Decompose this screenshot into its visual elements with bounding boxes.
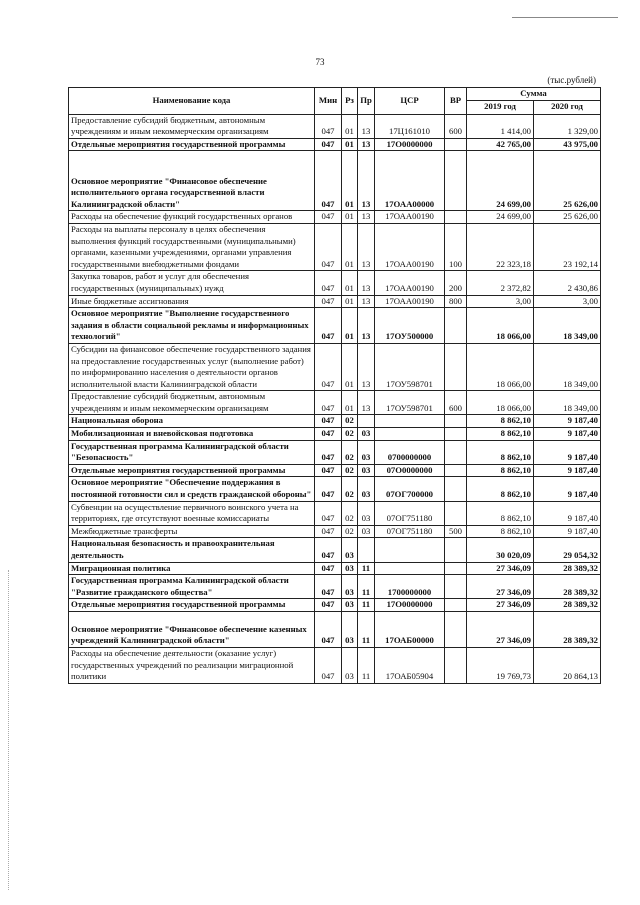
budget-table (68, 87, 601, 684)
cell-csr: 17Ц161010 (375, 114, 445, 138)
table-row (69, 138, 601, 151)
cell-v2019: 1 414,00 (467, 114, 534, 138)
cell-csr: 07ОГ700000 (375, 477, 445, 501)
cell-name: Основное мероприятие "Обеспечение поддержания в постоянной готовности сил и средств гражданской обороны" (69, 477, 315, 501)
cell-pr: 13 (358, 138, 375, 151)
table-row (69, 538, 601, 562)
cell-v2020: 23 192,14 (534, 223, 601, 270)
cell-v2019: 8 862,10 (467, 525, 534, 538)
cell-vr (445, 151, 467, 211)
cell-vr (445, 501, 467, 525)
cell-v2020: 2 430,86 (534, 271, 601, 295)
scan-margin-marks (8, 570, 15, 890)
cell-rz: 01 (342, 211, 358, 224)
table-row (69, 295, 601, 308)
cell-name: Государственная программа Калининградской области "Развитие гражданского общества" (69, 575, 315, 599)
cell-v2020: 28 389,32 (534, 562, 601, 575)
col-header-sum: Сумма (467, 88, 601, 101)
cell-v2019: 27 346,09 (467, 575, 534, 599)
cell-pr: 13 (358, 295, 375, 308)
cell-pr: 11 (358, 611, 375, 647)
cell-rz: 02 (342, 477, 358, 501)
cell-v2020: 9 187,40 (534, 464, 601, 477)
cell-v2019: 22 323,18 (467, 223, 534, 270)
cell-min: 047 (315, 343, 342, 390)
cell-pr: 03 (358, 525, 375, 538)
cell-min: 047 (315, 575, 342, 599)
cell-min: 047 (315, 271, 342, 295)
cell-vr (445, 308, 467, 344)
cell-v2019: 24 699,00 (467, 211, 534, 224)
cell-v2019: 18 066,00 (467, 308, 534, 344)
cell-pr: 13 (358, 114, 375, 138)
cell-pr: 11 (358, 575, 375, 599)
cell-v2019: 27 346,09 (467, 562, 534, 575)
cell-rz: 01 (342, 151, 358, 211)
col-header-min: Мин (315, 88, 342, 115)
cell-csr: 17ОУ500000 (375, 308, 445, 344)
cell-v2019: 2 372,82 (467, 271, 534, 295)
table-row (69, 415, 601, 428)
cell-v2020: 9 187,40 (534, 428, 601, 441)
cell-vr (445, 611, 467, 647)
cell-v2019: 30 020,09 (467, 538, 534, 562)
cell-name: Мобилизационная и вневойсковая подготовка (69, 428, 315, 441)
table-row (69, 271, 601, 295)
cell-csr: 07ОГ751180 (375, 501, 445, 525)
cell-vr (445, 211, 467, 224)
cell-csr: 17О0000000 (375, 599, 445, 612)
cell-name: Предоставление субсидий бюджетным, автономным учреждениям и иным некоммерческим организациям (69, 391, 315, 415)
table-row (69, 575, 601, 599)
col-header-csr: ЦСР (375, 88, 445, 115)
cell-rz: 02 (342, 464, 358, 477)
cell-name: Основное мероприятие "Выполнение государственного задания в области социальной рекламы и информационных технологий" (69, 308, 315, 344)
cell-v2020: 9 187,40 (534, 501, 601, 525)
cell-vr (445, 440, 467, 464)
cell-pr: 03 (358, 464, 375, 477)
cell-pr (358, 538, 375, 562)
cell-min: 047 (315, 211, 342, 224)
cell-min: 047 (315, 415, 342, 428)
cell-min: 047 (315, 138, 342, 151)
cell-name: Закупка товаров, работ и услуг для обеспечения государственных (муниципальных) нужд (69, 271, 315, 295)
cell-v2019: 8 862,10 (467, 428, 534, 441)
cell-vr (445, 477, 467, 501)
cell-pr: 03 (358, 501, 375, 525)
table-row (69, 477, 601, 501)
cell-v2020: 18 349,00 (534, 343, 601, 390)
table-row (69, 599, 601, 612)
cell-min: 047 (315, 477, 342, 501)
cell-pr: 13 (358, 391, 375, 415)
table-row (69, 223, 601, 270)
cell-rz: 01 (342, 343, 358, 390)
cell-v2019: 8 862,10 (467, 477, 534, 501)
cell-name: Субсидии на финансовое обеспечение государственного задания на предоставление государственных услуг (выполнение работ) по информированию населения о деятельности органов исполнительной власти Калининградской области (69, 343, 315, 390)
cell-v2020: 25 626,00 (534, 211, 601, 224)
cell-rz: 02 (342, 415, 358, 428)
cell-v2020: 28 389,32 (534, 575, 601, 599)
cell-name: Национальная безопасность и правоохранительная деятельность (69, 538, 315, 562)
cell-name: Основное мероприятие "Финансовое обеспечение казенных учреждений Калининградской области" (69, 611, 315, 647)
cell-v2019: 27 346,09 (467, 599, 534, 612)
cell-name: Отдельные мероприятия государственной программы (69, 599, 315, 612)
cell-name: Предоставление субсидий бюджетным, автономным учреждениям и иным некоммерческим организациям (69, 114, 315, 138)
cell-min: 047 (315, 599, 342, 612)
table-row (69, 114, 601, 138)
cell-v2020: 9 187,40 (534, 415, 601, 428)
cell-min: 047 (315, 151, 342, 211)
cell-rz: 02 (342, 428, 358, 441)
cell-rz: 03 (342, 647, 358, 683)
cell-name: Межбюджетные трансферты (69, 525, 315, 538)
cell-v2020: 9 187,40 (534, 440, 601, 464)
cell-min: 047 (315, 114, 342, 138)
cell-pr (358, 415, 375, 428)
cell-pr: 03 (358, 428, 375, 441)
cell-rz: 01 (342, 391, 358, 415)
cell-vr (445, 562, 467, 575)
table-row (69, 611, 601, 647)
cell-name: Расходы на выплаты персоналу в целях обеспечения выполнения функций государственными (муниципальными) органами, казенными учреждениями, органами управления государственными внебюджетными фондами (69, 223, 315, 270)
cell-pr: 11 (358, 562, 375, 575)
cell-v2020: 20 864,13 (534, 647, 601, 683)
cell-vr: 600 (445, 391, 467, 415)
cell-v2019: 42 765,00 (467, 138, 534, 151)
cell-rz: 02 (342, 440, 358, 464)
cell-name: Субвенции на осуществление первичного воинского учета на территориях, где отсутствуют военные комиссариаты (69, 501, 315, 525)
cell-v2019: 24 699,00 (467, 151, 534, 211)
cell-v2020: 43 975,00 (534, 138, 601, 151)
cell-pr: 13 (358, 223, 375, 270)
table-row (69, 151, 601, 211)
cell-name: Национальная оборона (69, 415, 315, 428)
cell-min: 047 (315, 295, 342, 308)
cell-rz: 01 (342, 271, 358, 295)
cell-name: Расходы на обеспечение деятельности (оказание услуг) государственных учреждений по реализации миграционной политики (69, 647, 315, 683)
cell-min: 047 (315, 308, 342, 344)
cell-min: 047 (315, 611, 342, 647)
col-header-2019: 2019 год (467, 100, 534, 114)
cell-vr (445, 428, 467, 441)
cell-rz: 02 (342, 501, 358, 525)
cell-name: Отдельные мероприятия государственной программы (69, 138, 315, 151)
cell-min: 047 (315, 562, 342, 575)
cell-vr: 500 (445, 525, 467, 538)
cell-csr: 17ОАА00190 (375, 223, 445, 270)
cell-v2019: 3,00 (467, 295, 534, 308)
cell-min: 047 (315, 501, 342, 525)
cell-v2020: 1 329,00 (534, 114, 601, 138)
cell-min: 047 (315, 391, 342, 415)
cell-csr: 17ОАА00190 (375, 295, 445, 308)
cell-vr (445, 647, 467, 683)
cell-name: Государственная программа Калининградской области "Безопасность" (69, 440, 315, 464)
cell-v2020: 25 626,00 (534, 151, 601, 211)
cell-csr: 17ОУ598701 (375, 343, 445, 390)
cell-v2020: 28 389,32 (534, 599, 601, 612)
cell-csr: 1700000000 (375, 575, 445, 599)
cell-csr: 17ОАА00190 (375, 271, 445, 295)
col-header-rz: Рз (342, 88, 358, 115)
table-row (69, 647, 601, 683)
table-row (69, 343, 601, 390)
table-row (69, 428, 601, 441)
cell-rz: 03 (342, 611, 358, 647)
table-row (69, 391, 601, 415)
cell-vr: 200 (445, 271, 467, 295)
cell-min: 047 (315, 647, 342, 683)
cell-min: 047 (315, 464, 342, 477)
cell-rz: 01 (342, 138, 358, 151)
cell-vr: 600 (445, 114, 467, 138)
cell-csr: 07ОГ751180 (375, 525, 445, 538)
cell-vr (445, 575, 467, 599)
cell-csr (375, 562, 445, 575)
cell-pr: 13 (358, 151, 375, 211)
cell-name: Миграционная политика (69, 562, 315, 575)
cell-v2019: 8 862,10 (467, 464, 534, 477)
cell-min: 047 (315, 525, 342, 538)
page-number: 73 (315, 57, 325, 67)
cell-v2019: 18 066,00 (467, 343, 534, 390)
cell-csr: 17ОАА00190 (375, 211, 445, 224)
cell-rz: 01 (342, 223, 358, 270)
cell-csr: 17О0000000 (375, 138, 445, 151)
cell-pr: 11 (358, 599, 375, 612)
cell-vr (445, 538, 467, 562)
cell-pr: 13 (358, 343, 375, 390)
cell-csr (375, 415, 445, 428)
cell-vr (445, 138, 467, 151)
cell-v2019: 8 862,10 (467, 415, 534, 428)
table-row (69, 464, 601, 477)
cell-v2019: 8 862,10 (467, 440, 534, 464)
cell-name: Расходы на обеспечение функций государственных органов (69, 211, 315, 224)
header-rule (512, 17, 618, 18)
cell-v2020: 28 389,32 (534, 611, 601, 647)
cell-rz: 03 (342, 599, 358, 612)
cell-min: 047 (315, 440, 342, 464)
cell-pr: 03 (358, 477, 375, 501)
cell-csr: 17ОАБ00000 (375, 611, 445, 647)
col-header-name: Наименование кода (69, 88, 315, 115)
table-body (69, 114, 601, 683)
cell-v2019: 19 769,73 (467, 647, 534, 683)
col-header-pr: Пр (358, 88, 375, 115)
cell-csr (375, 538, 445, 562)
cell-vr: 100 (445, 223, 467, 270)
cell-v2020: 18 349,00 (534, 391, 601, 415)
cell-pr: 13 (358, 308, 375, 344)
cell-v2019: 18 066,00 (467, 391, 534, 415)
cell-rz: 02 (342, 525, 358, 538)
cell-min: 047 (315, 428, 342, 441)
cell-csr: 0700000000 (375, 440, 445, 464)
cell-csr: 17ОАБ05904 (375, 647, 445, 683)
cell-vr (445, 343, 467, 390)
table-row (69, 562, 601, 575)
cell-rz: 01 (342, 295, 358, 308)
cell-v2020: 3,00 (534, 295, 601, 308)
table-row (69, 211, 601, 224)
cell-rz: 03 (342, 575, 358, 599)
cell-v2020: 18 349,00 (534, 308, 601, 344)
cell-rz: 01 (342, 308, 358, 344)
cell-rz: 03 (342, 562, 358, 575)
table-row (69, 525, 601, 538)
units-label: (тыс.рублей) (547, 75, 596, 85)
cell-vr (445, 464, 467, 477)
cell-min: 047 (315, 223, 342, 270)
table-row (69, 440, 601, 464)
cell-csr (375, 428, 445, 441)
cell-rz: 03 (342, 538, 358, 562)
cell-v2020: 9 187,40 (534, 477, 601, 501)
cell-pr: 03 (358, 440, 375, 464)
cell-vr (445, 599, 467, 612)
table-row (69, 501, 601, 525)
cell-csr: 07О0000000 (375, 464, 445, 477)
cell-v2019: 8 862,10 (467, 501, 534, 525)
cell-name: Отдельные мероприятия государственной программы (69, 464, 315, 477)
cell-v2019: 27 346,09 (467, 611, 534, 647)
cell-min: 047 (315, 538, 342, 562)
cell-vr: 800 (445, 295, 467, 308)
cell-v2020: 9 187,40 (534, 525, 601, 538)
col-header-vr: ВР (445, 88, 467, 115)
table-row (69, 308, 601, 344)
cell-name: Иные бюджетные ассигнования (69, 295, 315, 308)
cell-name: Основное мероприятие "Финансовое обеспечение исполнительного органа государственной власти Калининградской области" (69, 151, 315, 211)
cell-v2020: 29 054,32 (534, 538, 601, 562)
cell-rz: 01 (342, 114, 358, 138)
col-header-2020: 2020 год (534, 100, 601, 114)
cell-csr: 17ОУ598701 (375, 391, 445, 415)
cell-csr: 17ОАА00000 (375, 151, 445, 211)
cell-pr: 13 (358, 211, 375, 224)
cell-pr: 11 (358, 647, 375, 683)
cell-pr: 13 (358, 271, 375, 295)
cell-vr (445, 415, 467, 428)
